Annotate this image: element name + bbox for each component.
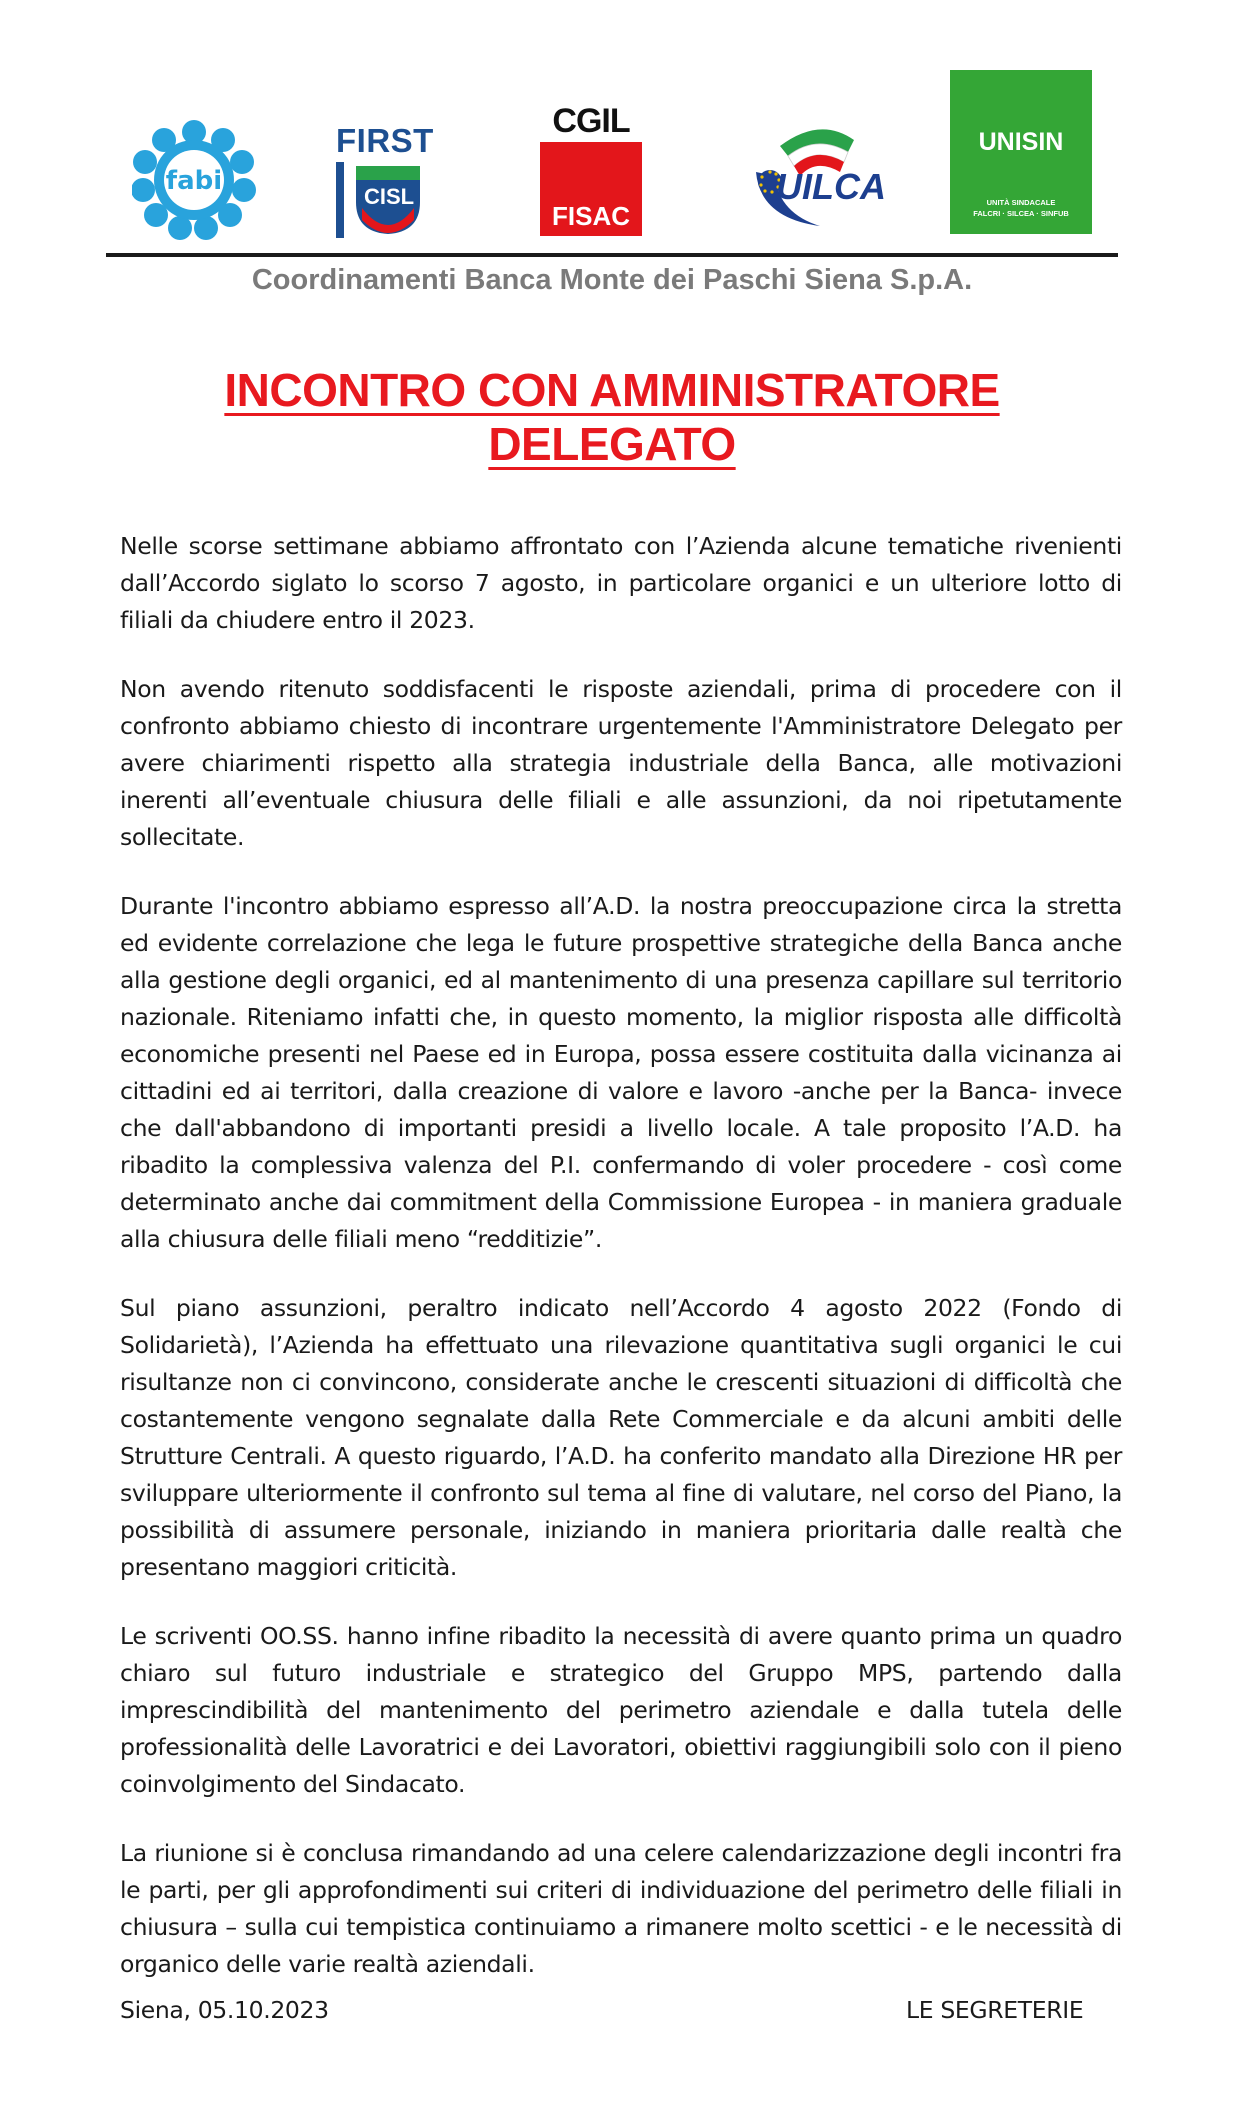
first-cisl-logo bbox=[334, 122, 446, 240]
unisin-logo bbox=[950, 70, 1092, 234]
paragraph-6: La riunione si è conclusa rimandando ad una celere calendarizzazione degli incontri fra le parti, per gli approfondimenti sui criteri di individuazione del perimetro delle filiali in chiusura – sulla cui tempistica continuiamo a rimanere molto scettici - e le necessità di organico delle varie realtà aziendali. bbox=[120, 1839, 1122, 1978]
document-body bbox=[120, 528, 1122, 2015]
unisin-logo-subtitle: UNITÀ SINDACALE bbox=[986, 198, 1056, 207]
first-logo-text: FIRST bbox=[336, 122, 434, 159]
cgil-logo-text: CGIL bbox=[552, 102, 630, 140]
cgil-fisac-logo bbox=[540, 102, 642, 236]
cisl-logo-text: CISL bbox=[364, 184, 415, 209]
uilca-logo bbox=[750, 122, 890, 232]
document-title bbox=[106, 363, 1118, 471]
paragraph-2: Non avendo ritenuto soddisfacenti le risposte aziendali, prima di procedere con il confronto abbiamo chiesto di incontrare urgentemente l'Amministratore Delegato per avere chiarimenti rispetto alla strategia industriale della Banca, alle motivazioni inerenti all’eventuale chiusura delle filiali e alle assunzioni, da noi ripetutamente sollecitate. bbox=[120, 675, 1122, 851]
unisin-logo-text: UNISIN bbox=[978, 128, 1064, 156]
fisac-red-box bbox=[540, 142, 642, 236]
fabi-flower-icon bbox=[132, 118, 256, 242]
paragraph-1: Nelle scorse settimane abbiamo affrontato con l’Azienda alcune tematiche rivenienti dall’Accordo siglato lo scorso 7 agosto, in particolare organici e un ulteriore lotto di filiali da chiudere entro il 2023. bbox=[120, 532, 1122, 634]
fabi-logo bbox=[132, 118, 256, 242]
union-logos bbox=[118, 66, 1118, 236]
first-logo-bar bbox=[336, 162, 344, 238]
organization-heading: Coordinamenti Banca Monte dei Paschi Siena S.p.A. bbox=[251, 264, 973, 296]
document-title-text: INCONTRO CON AMMINISTRATORE DELEGATO bbox=[224, 364, 1000, 470]
paragraph-5: Le scriventi OO.SS. hanno infine ribadito la necessità di avere quanto prima un quadro chiaro sul futuro industriale e strategico del Gruppo MPS, partendo dalla imprescindibilità del mantenimento del perimetro aziendale e dalla tutela delle professionalità delle Lavoratrici e dei Lavoratori, obiettivi raggiungibili solo con il pieno coinvolgimento del Sindacato. bbox=[120, 1622, 1122, 1798]
header-divider bbox=[106, 253, 1118, 257]
place-date: Siena, 05.10.2023 bbox=[120, 1996, 329, 2024]
fabi-logo-text: fabi bbox=[165, 166, 223, 196]
paragraph-3: Durante l'incontro abbiamo espresso all’A.D. la nostra preoccupazione circa la stretta ed evidente correlazione che lega le future prospettive strategiche della Banca anche alla gestione degli organici, ed al mantenimento di una presenza capillare sul territorio nazionale. Riteniamo infatti che, in questo momento, la miglior risposta alle difficoltà economiche presenti nel Paese ed in Europa, possa essere costituita dalla vicinanza ai cittadini ed ai territori, dalla creazione di valore e lavoro -anche per la Banca- invece che dall'abbandono di importanti presidi a livello locale. A tale proposito l’A.D. ha ribadito la complessiva valenza del P.I. confermando di voler procedere - così come determinato anche dai commitment della Commissione Europea - in maniera graduale alla chiusura delle filiali meno “redditizie”. bbox=[120, 892, 1122, 1253]
signature: LE SEGRETERIE bbox=[906, 1996, 1084, 2024]
paragraph-4: Sul piano assunzioni, peraltro indicato nell’Accordo 4 agosto 2022 (Fondo di Solidarietà), l’Azienda ha effettuato una rilevazione quantitativa sugli organici le cui risultanze non ci convincono, considerate anche le crescenti situazioni di difficoltà che costantemente vengono segnalate dalla Rete Commerciale e da alcuni ambiti delle Strutture Centrali. A questo riguardo, l’A.D. ha conferito mandato alla Direzione HR per sviluppare ulteriormente il confronto sul tema al fine di valutare, nel corso del Piano, la possibilità di assumere personale, iniziando in maniera prioritaria dalle realtà che presentano maggiori criticità. bbox=[120, 1294, 1122, 1581]
unisin-logo-members: FALCRI · SILCEA · SINFUB bbox=[973, 209, 1069, 218]
uilca-logo-text: UILCA bbox=[776, 166, 886, 207]
fisac-logo-text: FISAC bbox=[552, 201, 630, 231]
